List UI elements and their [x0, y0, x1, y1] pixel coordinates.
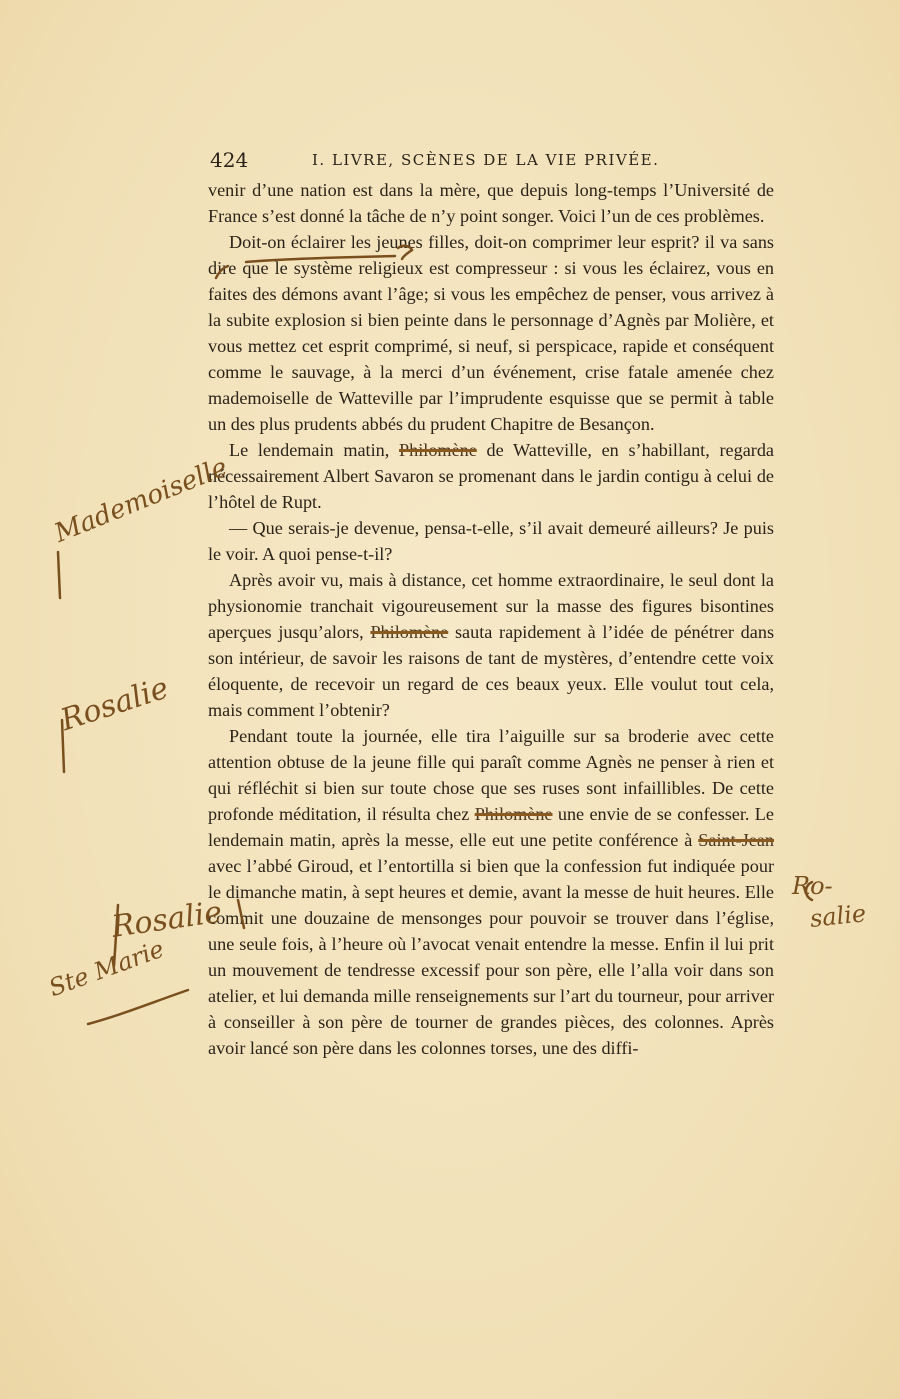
- margin-bracket-1: [58, 552, 60, 598]
- margin-note-rosalie-left: [57, 671, 173, 739]
- margin-note-text: Rosalie: [56, 670, 173, 739]
- paragraph-6: [208, 723, 774, 1061]
- struck-name: Philomène: [370, 622, 449, 642]
- paragraph-6-middle: une envie de se confesser. Le lendemain matin, après la messe, elle eut une petite conférence à: [208, 804, 774, 850]
- running-title: I. LIVRE, SCÈNES DE LA VIE PRIVÉE.: [312, 151, 660, 169]
- paragraph-5-after: sauta rapidement à l’idée de pénétrer dans son intérieur, de savoir les raisons de tant de mystères, d’entendre cette voix éloquente, de recevoir un regard de ces beaux yeux. Elle voulut tout cela, mais comment l’obtenir?: [208, 622, 775, 720]
- paragraph-3-after: de Watteville, en s’habillant, regarda nécessairement Albert Savaron se promenant dans le jardin contigu à celui de l’hôtel de Rupt.: [208, 440, 774, 512]
- paragraph-4: — Que serais-je devenue, pensa-t-elle, s’il avait demeuré ailleurs? Je puis le voir. A quoi pense-t-il?: [208, 518, 774, 564]
- paragraph-6-before: Pendant toute la journée, elle tira l’aiguille sur sa broderie avec cette attention obtuse de la jeune fille qui paraît comme Agnès ne penser à rien et qui réfléchit si bien sur toute chose que ses ruses sont infaillibles. De cette profonde méditation, il résulta chez: [208, 726, 774, 824]
- margin-note-text: Rosalie: [109, 894, 225, 945]
- page-number: 424: [210, 148, 249, 172]
- margin-note-salie: [809, 899, 868, 933]
- paragraph-5: [208, 567, 774, 723]
- paragraph-3-before: Le lendemain matin,: [229, 440, 390, 460]
- running-header: [208, 146, 774, 176]
- struck-name: Philomène: [474, 804, 553, 824]
- margin-note-ste-marie: [45, 935, 167, 1002]
- paragraph-3: [208, 437, 774, 515]
- struck-place: Saint-Jean: [698, 830, 775, 850]
- paragraph-6-after: avec l’abbé Giroud, et l’entortilla si bien que la confession fut indiquée pour le dimanche matin, à sept heures et demie, avant la messe de huit heures. Elle commit une douzaine de mensonges pour pouvoir se trouver dans l’église, une seule fois, à l’heure où l’avocat venait entendre la messe. Enfin il lui prit un mouvement de tendresse excessif pour son père, elle l’alla voir dans son atelier, et lui demanda mille renseignements sur l’art du tourneur, pour arriver à conseiller à son père de tourner de grandes pièces, des colonnes. Après avoir lancé son père dans les colonnes torses, une des diffi-: [208, 856, 774, 1058]
- margin-note-ro: [792, 872, 833, 900]
- margin-note-text: Mademoiselle: [50, 452, 232, 549]
- margin-note-text: Ro-: [792, 872, 833, 900]
- margin-note-text: salie: [808, 899, 868, 933]
- paragraph-1: venir d’une nation est dans la mère, que depuis long-temps l’Université de France s’est donné la tâche de n’y point songer. Voici l’un de ces problèmes.: [208, 180, 774, 226]
- body-text: [208, 177, 774, 1061]
- sweep-mark: [88, 990, 188, 1024]
- margin-note-mademoiselle: [50, 452, 231, 549]
- margin-note-text: Ste Marie: [45, 934, 168, 1003]
- paragraph-5-before: Après avoir vu, mais à distance, cet homme extraordinaire, le seul dont la physionomie tranchait vigoureusement sur la masse des figures bisontines aperçues jusqu’alors,: [208, 570, 774, 642]
- paragraph-2: Doit-on éclairer les jeunes filles, doit-on comprimer leur esprit? il va sans dire que le système religieux est compresseur : si vous les éclairez, vous en faites des démons avant l’âge; si vous les empêchez de penser, vous arrivez à la subite explosion si bien peinte dans le personnage d’Agnès par Molière, et vous mettez cet esprit comprimé, si neuf, si perspicace, rapide et conséquent comme le sauvage, à la merci d’un événement, crise fatale amenée chez mademoiselle de Watteville par l’imprudente esquisse que se permit à table un des plus prudents abbés du prudent Chapitre de Besançon.: [208, 232, 774, 434]
- struck-name: Philomène: [399, 440, 477, 460]
